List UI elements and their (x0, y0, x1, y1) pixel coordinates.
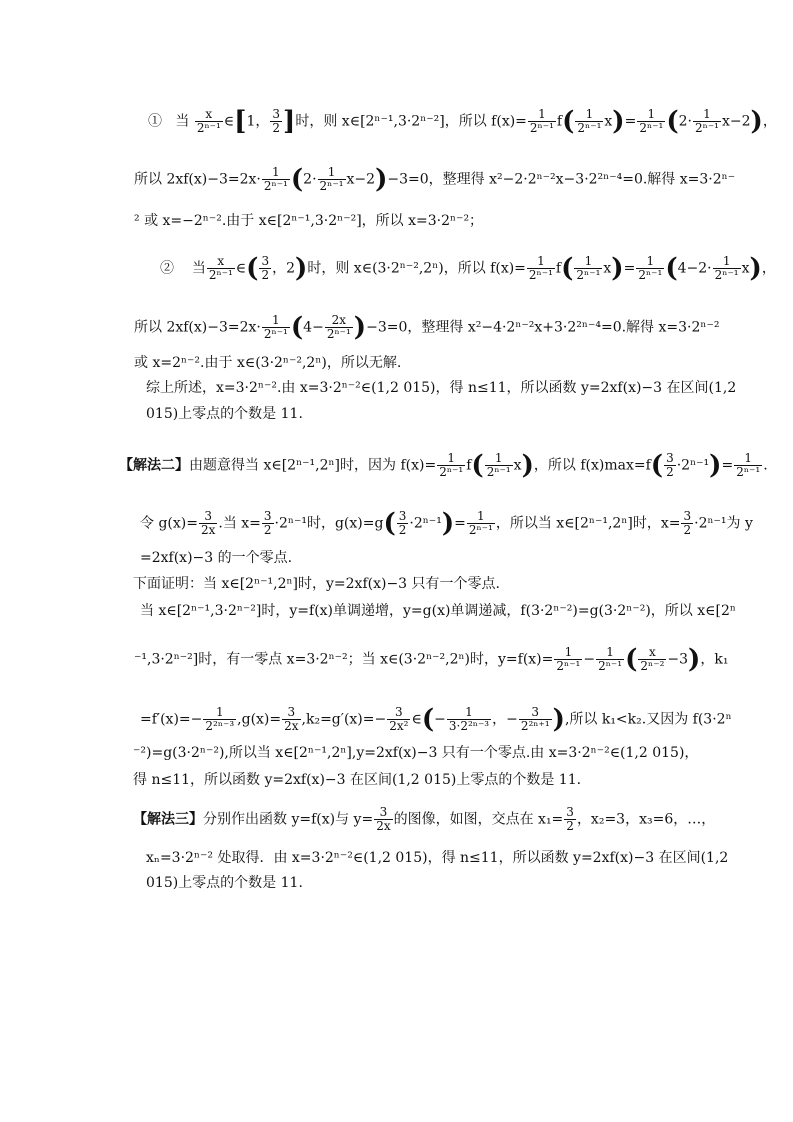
fraction: $\frac{x}{\text{2ⁿ⁻²}}$ (640, 645, 665, 673)
method2-line4: 下面证明：当 x∈[2ⁿ⁻¹,2ⁿ]时，y=2xf(x)−3 只有一个零点. (133, 576, 500, 592)
fraction: $\frac{3}{\text{2²ⁿ⁺¹}}$ (520, 705, 550, 733)
method2-line8: ⁻²)=g(3·2ⁿ⁻²),所以当 x∈[2ⁿ⁻¹,2ⁿ],y=2xf(x)−3 只有一个零点.由 x=3·2ⁿ⁻²∈(1,2 015)， (133, 745, 699, 761)
fraction: $\frac{1}{\text{2ⁿ⁻¹}}$ (486, 451, 511, 479)
fraction: $\frac{3}{2x}$ (284, 705, 299, 733)
fraction: $\frac{1}{\text{2ⁿ⁻¹}}$ (577, 107, 602, 135)
case1-line1: ① 当 $\frac{x}{\text{2ⁿ⁻¹}}$ ∈[1， $\frac{3}{2}$ ]时，则 x∈[2ⁿ⁻¹,3·2ⁿ⁻²]，所以 f(x)= $\frac{1}{\text{2ⁿ⁻¹}}$ f( $\frac{1}{\text{2ⁿ⁻¹}}$ x)= $\frac{1}{\text{2ⁿ⁻¹}}$ (2· $\frac{1}{\text{2ⁿ⁻¹}}$ x−2)， (148, 106, 777, 137)
fraction: $\frac{3}{2x}$ (200, 509, 216, 537)
fraction: $\frac{1}{\text{2ⁿ⁻¹}}$ (695, 107, 719, 135)
fraction: $\frac{1}{\text{2²ⁿ⁻³}}$ (205, 705, 235, 733)
method2-line9: 得 n≤11，所以函数 y=2xf(x)−3 在区间(1,2 015)上零点的个数是 11. (133, 772, 582, 788)
case1-line2: 所以 2xf(x)−3=2x· $\frac{1}{\text{2ⁿ⁻¹}}$ (2· $\frac{1}{\text{2ⁿ⁻¹}}$ x−2)−3=0，整理得 x²−2·2ⁿ⁻²x−3·2²ⁿ⁻⁴=0.解得 x=3·2ⁿ⁻ (134, 164, 736, 195)
fraction: $\frac{2x}{\text{2ⁿ⁻¹}}$ (326, 313, 351, 341)
fraction: $\frac{1}{\text{2ⁿ⁻¹}}$ (263, 313, 288, 341)
fraction: $\frac{1}{\text{2ⁿ⁻¹}}$ (528, 254, 553, 282)
method3-tag: 【解法三】 (133, 811, 203, 828)
fraction: $\frac{3}{\text{2x²}}$ (389, 705, 409, 733)
case1-line3: ² 或 x=−2ⁿ⁻².由于 x∈[2ⁿ⁻¹,3·2ⁿ⁻²]，所以 x=3·2ⁿ⁻²； (134, 213, 484, 229)
method2-line5: 当 x∈[2ⁿ⁻¹,3·2ⁿ⁻²]时，y=f(x)单调递增，y=g(x)单调递减，f(3·2ⁿ⁻²)=g(3·2ⁿ⁻²)，所以 x∈[2ⁿ (140, 603, 736, 619)
fraction: $\frac{1}{\text{2ⁿ⁻¹}}$ (263, 165, 288, 193)
fraction: $\frac{1}{\text{2ⁿ⁻¹}}$ (529, 107, 554, 135)
fraction: $\frac{x}{\text{2ⁿ⁻¹}}$ (196, 107, 221, 135)
fraction: $\frac{1}{\text{2ⁿ⁻¹}}$ (598, 645, 623, 673)
fraction: $\frac{1}{\text{2ⁿ⁻¹}}$ (736, 451, 761, 479)
fraction: $\frac{1}{\text{2ⁿ⁻¹}}$ (556, 645, 581, 673)
method2-line7: =f′(x)=− $\frac{1}{\text{2²ⁿ⁻³}}$ ,g(x)= $\frac{3}{2x}$ ,k₂=g′(x)=− $\frac{3}{\text{2x²}}$ ∈(− $\frac{1}{\text{3·2²ⁿ⁻³}}$ ，− $\frac{3}{\text{2²ⁿ⁺¹}}$ ),所以 k₁<k₂.又因为 f(3·2ⁿ (140, 704, 732, 735)
fraction: $\frac{3}{2}$ (398, 509, 407, 537)
case2-marker: ② (160, 260, 174, 277)
fraction: $\frac{3}{2x}$ (376, 805, 391, 833)
method3-line1: 【解法三】分别作出函数 y=f(x)与 y= $\frac{3}{2x}$ 的图像，如图，交点在 x₁= $\frac{3}{2}$ ，x₂=3，x₃=6，…， (133, 805, 716, 833)
fraction: $\frac{3}{2}$ (272, 107, 281, 135)
fraction: $\frac{3}{2}$ (263, 509, 272, 537)
fraction: $\frac{1}{\text{2ⁿ⁻¹}}$ (638, 254, 663, 282)
fraction: $\frac{3}{2}$ (566, 805, 574, 833)
summary-line2: 015)上零点的个数是 11. (146, 406, 303, 422)
case1-marker: ① (148, 113, 162, 130)
method3-line3: 015)上零点的个数是 11. (146, 875, 303, 891)
fraction: $\frac{3}{2}$ (666, 451, 674, 479)
method3-line2: xₙ=3·2ⁿ⁻² 处取得．由 x=3·2ⁿ⁻²∈(1,2 015)，得 n≤11，所以函数 y=2xf(x)−3 在区间(1,2 (146, 850, 729, 866)
case2-line2: 所以 2xf(x)−3=2x· $\frac{1}{\text{2ⁿ⁻¹}}$ (4− $\frac{2x}{\text{2ⁿ⁻¹}}$ )−3=0，整理得 x²−4·2ⁿ⁻²x+3·2²ⁿ⁻⁴=0.解得 x=3·2ⁿ⁻² (134, 312, 720, 343)
fraction: $\frac{1}{\text{3·2²ⁿ⁻³}}$ (448, 705, 490, 733)
case2-line1: ② 当 $\frac{x}{\text{2ⁿ⁻¹}}$ ∈( $\frac{3}{2}$ ，2)时，则 x∈(3·2ⁿ⁻²,2ⁿ)，所以 f(x)= $\frac{1}{\text{2ⁿ⁻¹}}$ f( $\frac{1}{\text{2ⁿ⁻¹}}$ x)= $\frac{1}{\text{2ⁿ⁻¹}}$ (4−2· $\frac{1}{\text{2ⁿ⁻¹}}$ x)， (160, 253, 776, 284)
method2-line3: =2xf(x)−3 的一个零点. (140, 550, 293, 566)
fraction: $\frac{1}{\text{2ⁿ⁻¹}}$ (439, 451, 464, 479)
method2-line6: ⁻¹,3·2ⁿ⁻²]时，有一零点 x=3·2ⁿ⁻²；当 x∈(3·2ⁿ⁻²,2ⁿ)时，y=f(x)= $\frac{1}{\text{2ⁿ⁻¹}}$ − $\frac{1}{\text{2ⁿ⁻¹}}$ ( $\frac{x}{\text{2ⁿ⁻²}}$ −3)，k₁ (134, 644, 729, 675)
fraction: $\frac{3}{2}$ (683, 509, 692, 537)
fraction: $\frac{3}{2}$ (261, 254, 270, 282)
fraction: $\frac{1}{\text{2ⁿ⁻¹}}$ (468, 509, 493, 537)
method2-tag: 【解法二】 (119, 457, 189, 474)
fraction: $\frac{1}{\text{2ⁿ⁻¹}}$ (576, 254, 601, 282)
method2-line2: 令 g(x)= $\frac{3}{2x}$ .当 x= $\frac{3}{2}$ ·2ⁿ⁻¹时，g(x)=g( $\frac{3}{2}$ ·2ⁿ⁻¹)= $\frac{1}{\text{2ⁿ⁻¹}}$ ，所以当 x∈[2ⁿ⁻¹,2ⁿ]时，x= $\frac{3}{2}$ ·2ⁿ⁻¹为 y (140, 508, 753, 539)
fraction: $\frac{1}{\text{2ⁿ⁻¹}}$ (319, 165, 344, 193)
fraction: $\frac{x}{\text{2ⁿ⁻¹}}$ (208, 254, 233, 282)
case2-line3: 或 x=2ⁿ⁻².由于 x∈(3·2ⁿ⁻²,2ⁿ)，所以无解. (134, 355, 402, 371)
summary-line1: 综上所述，x=3·2ⁿ⁻².由 x=3·2ⁿ⁻²∈(1,2 015)，得 n≤11，所以函数 y=2xf(x)−3 在区间(1,2 (146, 380, 737, 396)
method2-line1: 【解法二】由题意得当 x∈[2ⁿ⁻¹,2ⁿ]时，因为 f(x)= $\frac{1}{\text{2ⁿ⁻¹}}$ f( $\frac{1}{\text{2ⁿ⁻¹}}$ x)，所以 f(x)max=f( $\frac{3}{2}$ ·2ⁿ⁻¹)= $\frac{1}{\text{2ⁿ⁻¹}}$ . (119, 450, 768, 481)
fraction: $\frac{1}{\text{2ⁿ⁻¹}}$ (639, 107, 664, 135)
fraction: $\frac{1}{\text{2ⁿ⁻¹}}$ (714, 254, 739, 282)
